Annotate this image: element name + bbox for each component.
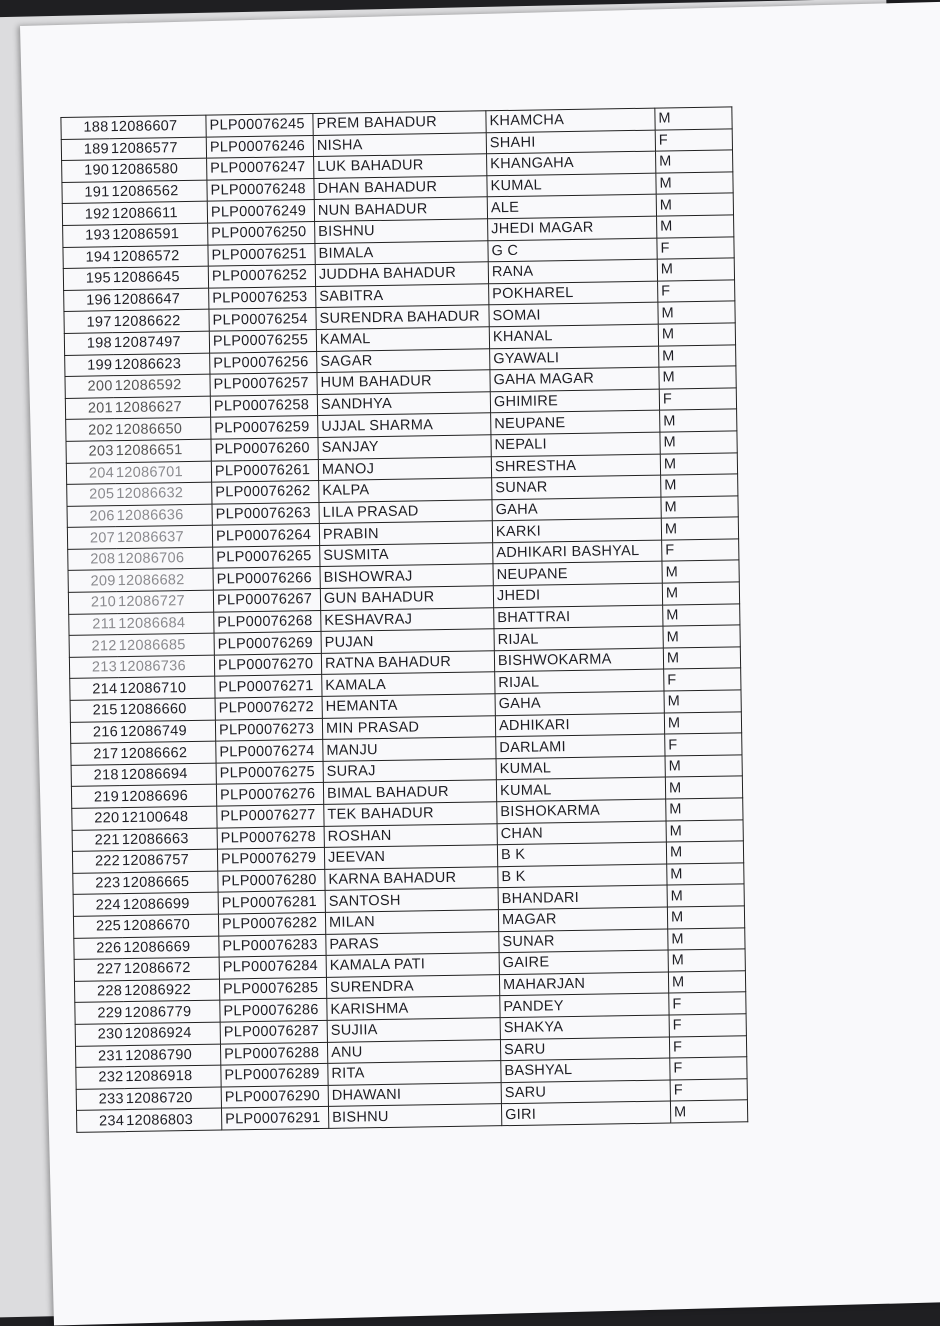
last-name-cell: GYAWALI: [490, 346, 659, 370]
serial-number-cell: 207: [67, 527, 116, 549]
last-name-cell: GAHA: [492, 497, 661, 521]
serial-number-cell: 204: [66, 462, 115, 484]
gender-cell: M: [666, 798, 743, 821]
serial-number-cell: 190: [62, 160, 111, 182]
registration-number-cell: PLP00076278: [217, 826, 324, 849]
gender-cell: M: [668, 971, 745, 994]
serial-number-cell: 213: [69, 656, 118, 678]
record-table-body: [61, 107, 748, 1132]
registration-number-cell: PLP00076245: [206, 114, 313, 137]
registration-number-cell: PLP00076276: [216, 783, 323, 806]
last-name-cell: KHANGAHA: [487, 151, 656, 175]
serial-number-cell: 188: [61, 117, 110, 139]
first-name-cell: SUSMITA: [320, 543, 493, 567]
identity-number-cell: 12086720: [125, 1087, 222, 1110]
last-name-cell: MAGAR: [498, 907, 667, 931]
registration-number-cell: PLP00076253: [209, 286, 316, 309]
registration-number-cell: PLP00076265: [213, 545, 320, 568]
gender-cell: M: [664, 711, 741, 734]
first-name-cell: MIN PRASAD: [322, 715, 495, 739]
serial-number-cell: 201: [65, 397, 114, 419]
first-name-cell: BIMALA: [315, 240, 488, 264]
gender-cell: M: [657, 215, 734, 238]
gender-cell: M: [667, 863, 744, 886]
identity-number-cell: 12086651: [114, 439, 211, 462]
first-name-cell: HUM BAHADUR: [317, 370, 490, 394]
first-name-cell: SABITRA: [316, 284, 489, 308]
gender-cell: M: [660, 409, 737, 432]
registration-number-cell: PLP00076252: [208, 265, 315, 288]
serial-number-cell: 230: [75, 1024, 124, 1046]
first-name-cell: TEK BAHADUR: [324, 802, 497, 826]
gender-cell: M: [666, 819, 743, 842]
registration-number-cell: PLP00076256: [210, 351, 317, 374]
gender-cell: M: [656, 172, 733, 195]
identity-number-cell: 12087497: [113, 331, 210, 354]
first-name-cell: SURENDRA BAHADUR: [316, 305, 489, 329]
serial-number-cell: 212: [69, 635, 118, 657]
identity-number-cell: 12086632: [115, 482, 212, 505]
last-name-cell: ADHIKARI: [495, 713, 664, 737]
last-name-cell: SUNAR: [499, 929, 668, 953]
gender-cell: M: [660, 431, 737, 454]
first-name-cell: SURENDRA: [326, 974, 499, 998]
gender-cell: M: [665, 776, 742, 799]
last-name-cell: BISHWOKARMA: [494, 648, 663, 672]
last-name-cell: SHAKYA: [500, 1015, 669, 1039]
gender-cell: M: [655, 107, 732, 130]
identity-number-cell: 12086611: [111, 202, 208, 225]
last-name-cell: BISHOKARMA: [497, 799, 666, 823]
gender-cell: M: [660, 452, 737, 475]
last-name-cell: SARU: [501, 1080, 670, 1104]
first-name-cell: BISHNU: [315, 219, 488, 243]
identity-number-cell: 12086670: [122, 914, 219, 937]
serial-number-cell: 194: [63, 246, 112, 268]
first-name-cell: SANTOSH: [325, 888, 498, 912]
first-name-cell: HEMANTA: [322, 694, 495, 718]
first-name-cell: KARNA BAHADUR: [325, 866, 498, 890]
identity-number-cell: 12086790: [124, 1044, 221, 1067]
serial-number-cell: 233: [76, 1088, 125, 1110]
registration-number-cell: PLP00076290: [221, 1085, 328, 1108]
identity-number-cell: 12086607: [109, 115, 206, 138]
identity-number-cell: 12086645: [112, 266, 209, 289]
identity-number-cell: 12086647: [112, 288, 209, 311]
first-name-cell: KAMAL: [316, 327, 489, 351]
identity-number-cell: 12086637: [116, 525, 213, 548]
gender-cell: M: [663, 604, 740, 627]
first-name-cell: BISHOWRAJ: [320, 564, 493, 588]
last-name-cell: NEPALI: [491, 432, 660, 456]
gender-cell: F: [669, 992, 746, 1015]
identity-number-cell: 12086701: [115, 461, 212, 484]
last-name-cell: SUNAR: [492, 475, 661, 499]
registration-number-cell: PLP00076258: [210, 394, 317, 417]
serial-number-cell: 206: [67, 505, 116, 527]
first-name-cell: DHAN BAHADUR: [314, 176, 487, 200]
last-name-cell: RIJAL: [494, 626, 663, 650]
identity-number-cell: 12086622: [112, 310, 209, 333]
last-name-cell: NEUPANE: [491, 410, 660, 434]
identity-number-cell: 12086710: [118, 677, 215, 700]
registration-number-cell: PLP00076269: [214, 632, 321, 655]
registration-number-cell: PLP00076263: [212, 502, 319, 525]
first-name-cell: PRABIN: [319, 521, 492, 545]
serial-number-cell: 216: [70, 721, 119, 743]
first-name-cell: NUN BAHADUR: [314, 197, 487, 221]
serial-number-cell: 224: [73, 894, 122, 916]
gender-cell: M: [667, 884, 744, 907]
identity-number-cell: 12086665: [121, 871, 218, 894]
first-name-cell: BIMAL BAHADUR: [323, 780, 496, 804]
gender-cell: M: [661, 496, 738, 519]
registration-number-cell: PLP00076285: [219, 977, 326, 1000]
identity-number-cell: 12086636: [116, 504, 213, 527]
first-name-cell: SAGAR: [317, 348, 490, 372]
identity-number-cell: 12086562: [110, 180, 207, 203]
last-name-cell: GAHA: [495, 691, 664, 715]
identity-number-cell: 12086580: [110, 158, 207, 181]
registration-number-cell: PLP00076264: [212, 524, 319, 547]
gender-cell: F: [664, 668, 741, 691]
identity-number-cell: 12086694: [120, 763, 217, 786]
first-name-cell: LILA PRASAD: [319, 499, 492, 523]
serial-number-cell: 211: [69, 613, 118, 635]
serial-number-cell: 208: [68, 549, 117, 571]
last-name-cell: KUMAL: [496, 777, 665, 801]
gender-cell: M: [656, 150, 733, 173]
gender-cell: F: [655, 129, 732, 152]
serial-number-cell: 198: [64, 333, 113, 355]
serial-number-cell: 210: [68, 592, 117, 614]
serial-number-cell: 221: [72, 829, 121, 851]
registration-number-cell: PLP00076246: [206, 135, 313, 158]
last-name-cell: ALE: [487, 195, 656, 219]
serial-number-cell: 200: [65, 376, 114, 398]
identity-number-cell: 12100648: [120, 806, 217, 829]
gender-cell: F: [670, 1057, 747, 1080]
record-table-wrapper: [60, 106, 748, 1132]
gender-cell: M: [659, 344, 736, 367]
first-name-cell: LUK BAHADUR: [314, 154, 487, 178]
gender-cell: M: [661, 517, 738, 540]
serial-number-cell: 232: [76, 1067, 125, 1089]
identity-number-cell: 12086736: [118, 655, 215, 678]
first-name-cell: SUJIIA: [327, 1018, 500, 1042]
gender-cell: M: [668, 927, 745, 950]
serial-number-cell: 191: [62, 181, 111, 203]
registration-number-cell: PLP00076266: [213, 567, 320, 590]
gender-cell: F: [659, 388, 736, 411]
last-name-cell: KUMAL: [496, 756, 665, 780]
last-name-cell: KUMAL: [487, 173, 656, 197]
first-name-cell: MILAN: [325, 910, 498, 934]
serial-number-cell: 193: [63, 225, 112, 247]
identity-number-cell: 12086577: [110, 137, 207, 160]
gender-cell: F: [665, 733, 742, 756]
registration-number-cell: PLP00076254: [209, 308, 316, 331]
registration-number-cell: PLP00076257: [210, 373, 317, 396]
identity-number-cell: 12086699: [122, 892, 219, 915]
registration-number-cell: PLP00076270: [214, 653, 321, 676]
first-name-cell: KALPA: [319, 478, 492, 502]
first-name-cell: KAMALA PATI: [326, 953, 499, 977]
last-name-cell: JHEDI: [493, 583, 662, 607]
identity-number-cell: 12086591: [111, 223, 208, 246]
identity-number-cell: 12086696: [120, 785, 217, 808]
identity-number-cell: 12086685: [118, 633, 215, 656]
registration-number-cell: PLP00076255: [209, 329, 316, 352]
serial-number-cell: 215: [70, 700, 119, 722]
last-name-cell: B K: [498, 864, 667, 888]
identity-number-cell: 12086627: [114, 396, 211, 419]
registration-number-cell: PLP00076271: [215, 675, 322, 698]
registration-number-cell: PLP00076275: [216, 761, 323, 784]
registration-number-cell: PLP00076248: [207, 178, 314, 201]
serial-number-cell: 218: [71, 764, 120, 786]
gender-cell: F: [662, 539, 739, 562]
serial-number-cell: 222: [72, 851, 121, 873]
last-name-cell: RANA: [488, 259, 657, 283]
last-name-cell: GAIRE: [499, 950, 668, 974]
first-name-cell: SURAJ: [323, 759, 496, 783]
last-name-cell: SHAHI: [486, 130, 655, 154]
last-name-cell: MAHARJAN: [499, 972, 668, 996]
last-name-cell: SARU: [500, 1037, 669, 1061]
serial-number-cell: 228: [74, 980, 123, 1002]
registration-number-cell: PLP00076261: [211, 459, 318, 482]
gender-cell: M: [659, 366, 736, 389]
first-name-cell: NISHA: [313, 132, 486, 156]
gender-cell: M: [662, 582, 739, 605]
identity-number-cell: 12086623: [113, 353, 210, 376]
identity-number-cell: 12086650: [114, 417, 211, 440]
first-name-cell: UJJAL SHARMA: [318, 413, 491, 437]
identity-number-cell: 12086592: [113, 374, 210, 397]
serial-number-cell: 217: [71, 743, 120, 765]
first-name-cell: PARAS: [326, 931, 499, 955]
last-name-cell: POKHAREL: [489, 281, 658, 305]
identity-number-cell: 12086662: [119, 741, 216, 764]
gender-cell: M: [658, 301, 735, 324]
first-name-cell: KESHAVRAJ: [321, 607, 494, 631]
serial-number-cell: 199: [65, 354, 114, 376]
registration-number-cell: PLP00076273: [215, 718, 322, 741]
last-name-cell: GHIMIRE: [490, 389, 659, 413]
serial-number-cell: 195: [63, 268, 112, 290]
registration-number-cell: PLP00076251: [208, 243, 315, 266]
last-name-cell: CHAN: [497, 821, 666, 845]
last-name-cell: JHEDI MAGAR: [488, 216, 657, 240]
first-name-cell: MANOJ: [318, 456, 491, 480]
registration-number-cell: PLP00076267: [213, 589, 320, 612]
identity-number-cell: 12086672: [123, 957, 220, 980]
registration-number-cell: PLP00076259: [211, 416, 318, 439]
gender-cell: M: [658, 323, 735, 346]
identity-number-cell: 12086749: [119, 720, 216, 743]
gender-cell: M: [657, 258, 734, 281]
gender-cell: M: [662, 560, 739, 583]
first-name-cell: ANU: [327, 1039, 500, 1063]
first-name-cell: SANDHYA: [317, 391, 490, 415]
last-name-cell: GAHA MAGAR: [490, 367, 659, 391]
gender-cell: F: [670, 1079, 747, 1102]
first-name-cell: JUDDHA BAHADUR: [315, 262, 488, 286]
first-name-cell: GUN BAHADUR: [320, 586, 493, 610]
last-name-cell: GIRI: [501, 1101, 670, 1125]
identity-number-cell: 12086572: [111, 245, 208, 268]
registration-number-cell: PLP00076281: [218, 891, 325, 914]
gender-cell: F: [669, 1014, 746, 1037]
identity-number-cell: 12086757: [121, 849, 218, 872]
identity-number-cell: 12086924: [124, 1022, 221, 1045]
serial-number-cell: 225: [73, 916, 122, 938]
serial-number-cell: 189: [61, 138, 110, 160]
serial-number-cell: 234: [77, 1110, 126, 1132]
first-name-cell: PREM BAHADUR: [313, 111, 486, 135]
serial-number-cell: 227: [74, 959, 123, 981]
first-name-cell: PUJAN: [321, 629, 494, 653]
last-name-cell: BHANDARI: [498, 885, 667, 909]
registration-number-cell: PLP00076291: [221, 1107, 328, 1130]
identity-number-cell: 12086803: [125, 1108, 222, 1131]
identity-number-cell: 12086727: [117, 590, 214, 613]
registration-number-cell: PLP00076289: [221, 1064, 328, 1087]
last-name-cell: B K: [497, 842, 666, 866]
first-name-cell: KARISHMA: [327, 996, 500, 1020]
registration-number-cell: PLP00076280: [218, 869, 325, 892]
registration-number-cell: PLP00076283: [219, 934, 326, 957]
serial-number-cell: 226: [74, 937, 123, 959]
last-name-cell: NEUPANE: [493, 562, 662, 586]
identity-number-cell: 12086684: [117, 612, 214, 635]
last-name-cell: SOMAI: [489, 302, 658, 326]
registration-number-cell: PLP00076272: [215, 696, 322, 719]
identity-number-cell: 12086922: [123, 979, 220, 1002]
gender-cell: M: [667, 906, 744, 929]
first-name-cell: KAMALA: [322, 672, 495, 696]
serial-number-cell: 209: [68, 570, 117, 592]
last-name-cell: SHRESTHA: [491, 454, 660, 478]
first-name-cell: DHAWANI: [328, 1082, 501, 1106]
registration-number-cell: PLP00076287: [220, 1020, 327, 1043]
identity-number-cell: 12086682: [117, 569, 214, 592]
identity-number-cell: 12086660: [119, 698, 216, 721]
serial-number-cell: 220: [72, 808, 121, 830]
gender-cell: M: [666, 841, 743, 864]
gender-cell: M: [670, 1100, 747, 1123]
first-name-cell: SANJAY: [318, 435, 491, 459]
registration-number-cell: PLP00076286: [220, 999, 327, 1022]
gender-cell: M: [668, 949, 745, 972]
serial-number-cell: 192: [62, 203, 111, 225]
last-name-cell: KHAMCHA: [486, 108, 655, 132]
last-name-cell: RIJAL: [495, 670, 664, 694]
registration-number-cell: PLP00076277: [217, 804, 324, 827]
last-name-cell: DARLAMI: [496, 734, 665, 758]
identity-number-cell: 12086669: [122, 936, 219, 959]
gender-cell: M: [665, 755, 742, 778]
last-name-cell: ADHIKARI BASHYAL: [493, 540, 662, 564]
first-name-cell: MANJU: [323, 737, 496, 761]
serial-number-cell: 214: [70, 678, 119, 700]
serial-number-cell: 203: [66, 441, 115, 463]
last-name-cell: BASHYAL: [501, 1058, 670, 1082]
serial-number-cell: 223: [73, 872, 122, 894]
registration-number-cell: PLP00076262: [212, 481, 319, 504]
registration-number-cell: PLP00076288: [220, 1042, 327, 1065]
gender-cell: M: [661, 474, 738, 497]
gender-cell: M: [656, 193, 733, 216]
identity-number-cell: 12086706: [116, 547, 213, 570]
registration-number-cell: PLP00076268: [214, 610, 321, 633]
gender-cell: F: [657, 236, 734, 259]
identity-number-cell: 12086779: [123, 1000, 220, 1023]
gender-cell: F: [669, 1035, 746, 1058]
serial-number-cell: 202: [66, 419, 115, 441]
serial-number-cell: 197: [64, 311, 113, 333]
registration-number-cell: PLP00076282: [218, 912, 325, 935]
registration-number-cell: PLP00076250: [208, 221, 315, 244]
registration-number-cell: PLP00076247: [207, 157, 314, 180]
last-name-cell: KARKI: [492, 518, 661, 542]
serial-number-cell: 219: [71, 786, 120, 808]
identity-number-cell: 12086918: [124, 1065, 221, 1088]
first-name-cell: JEEVAN: [324, 845, 497, 869]
gender-cell: M: [664, 690, 741, 713]
first-name-cell: BISHNU: [328, 1104, 501, 1128]
gender-cell: M: [663, 625, 740, 648]
document-page: [20, 1, 940, 1325]
registration-number-cell: PLP00076284: [219, 956, 326, 979]
gender-cell: M: [663, 647, 740, 670]
last-name-cell: KHANAL: [489, 324, 658, 348]
serial-number-cell: 231: [75, 1045, 124, 1067]
serial-number-cell: 229: [75, 1002, 124, 1024]
registration-number-cell: PLP00076260: [211, 437, 318, 460]
registration-number-cell: PLP00076279: [217, 848, 324, 871]
first-name-cell: ROSHAN: [324, 823, 497, 847]
last-name-cell: BHATTRAI: [494, 605, 663, 629]
gender-cell: F: [658, 280, 735, 303]
first-name-cell: RATNA BAHADUR: [321, 651, 494, 675]
serial-number-cell: 196: [64, 289, 113, 311]
registration-number-cell: PLP00076249: [207, 200, 314, 223]
last-name-cell: G C: [488, 238, 657, 262]
record-table: [60, 106, 748, 1132]
last-name-cell: PANDEY: [500, 993, 669, 1017]
first-name-cell: RITA: [328, 1061, 501, 1085]
serial-number-cell: 205: [67, 484, 116, 506]
registration-number-cell: PLP00076274: [216, 740, 323, 763]
identity-number-cell: 12086663: [121, 828, 218, 851]
